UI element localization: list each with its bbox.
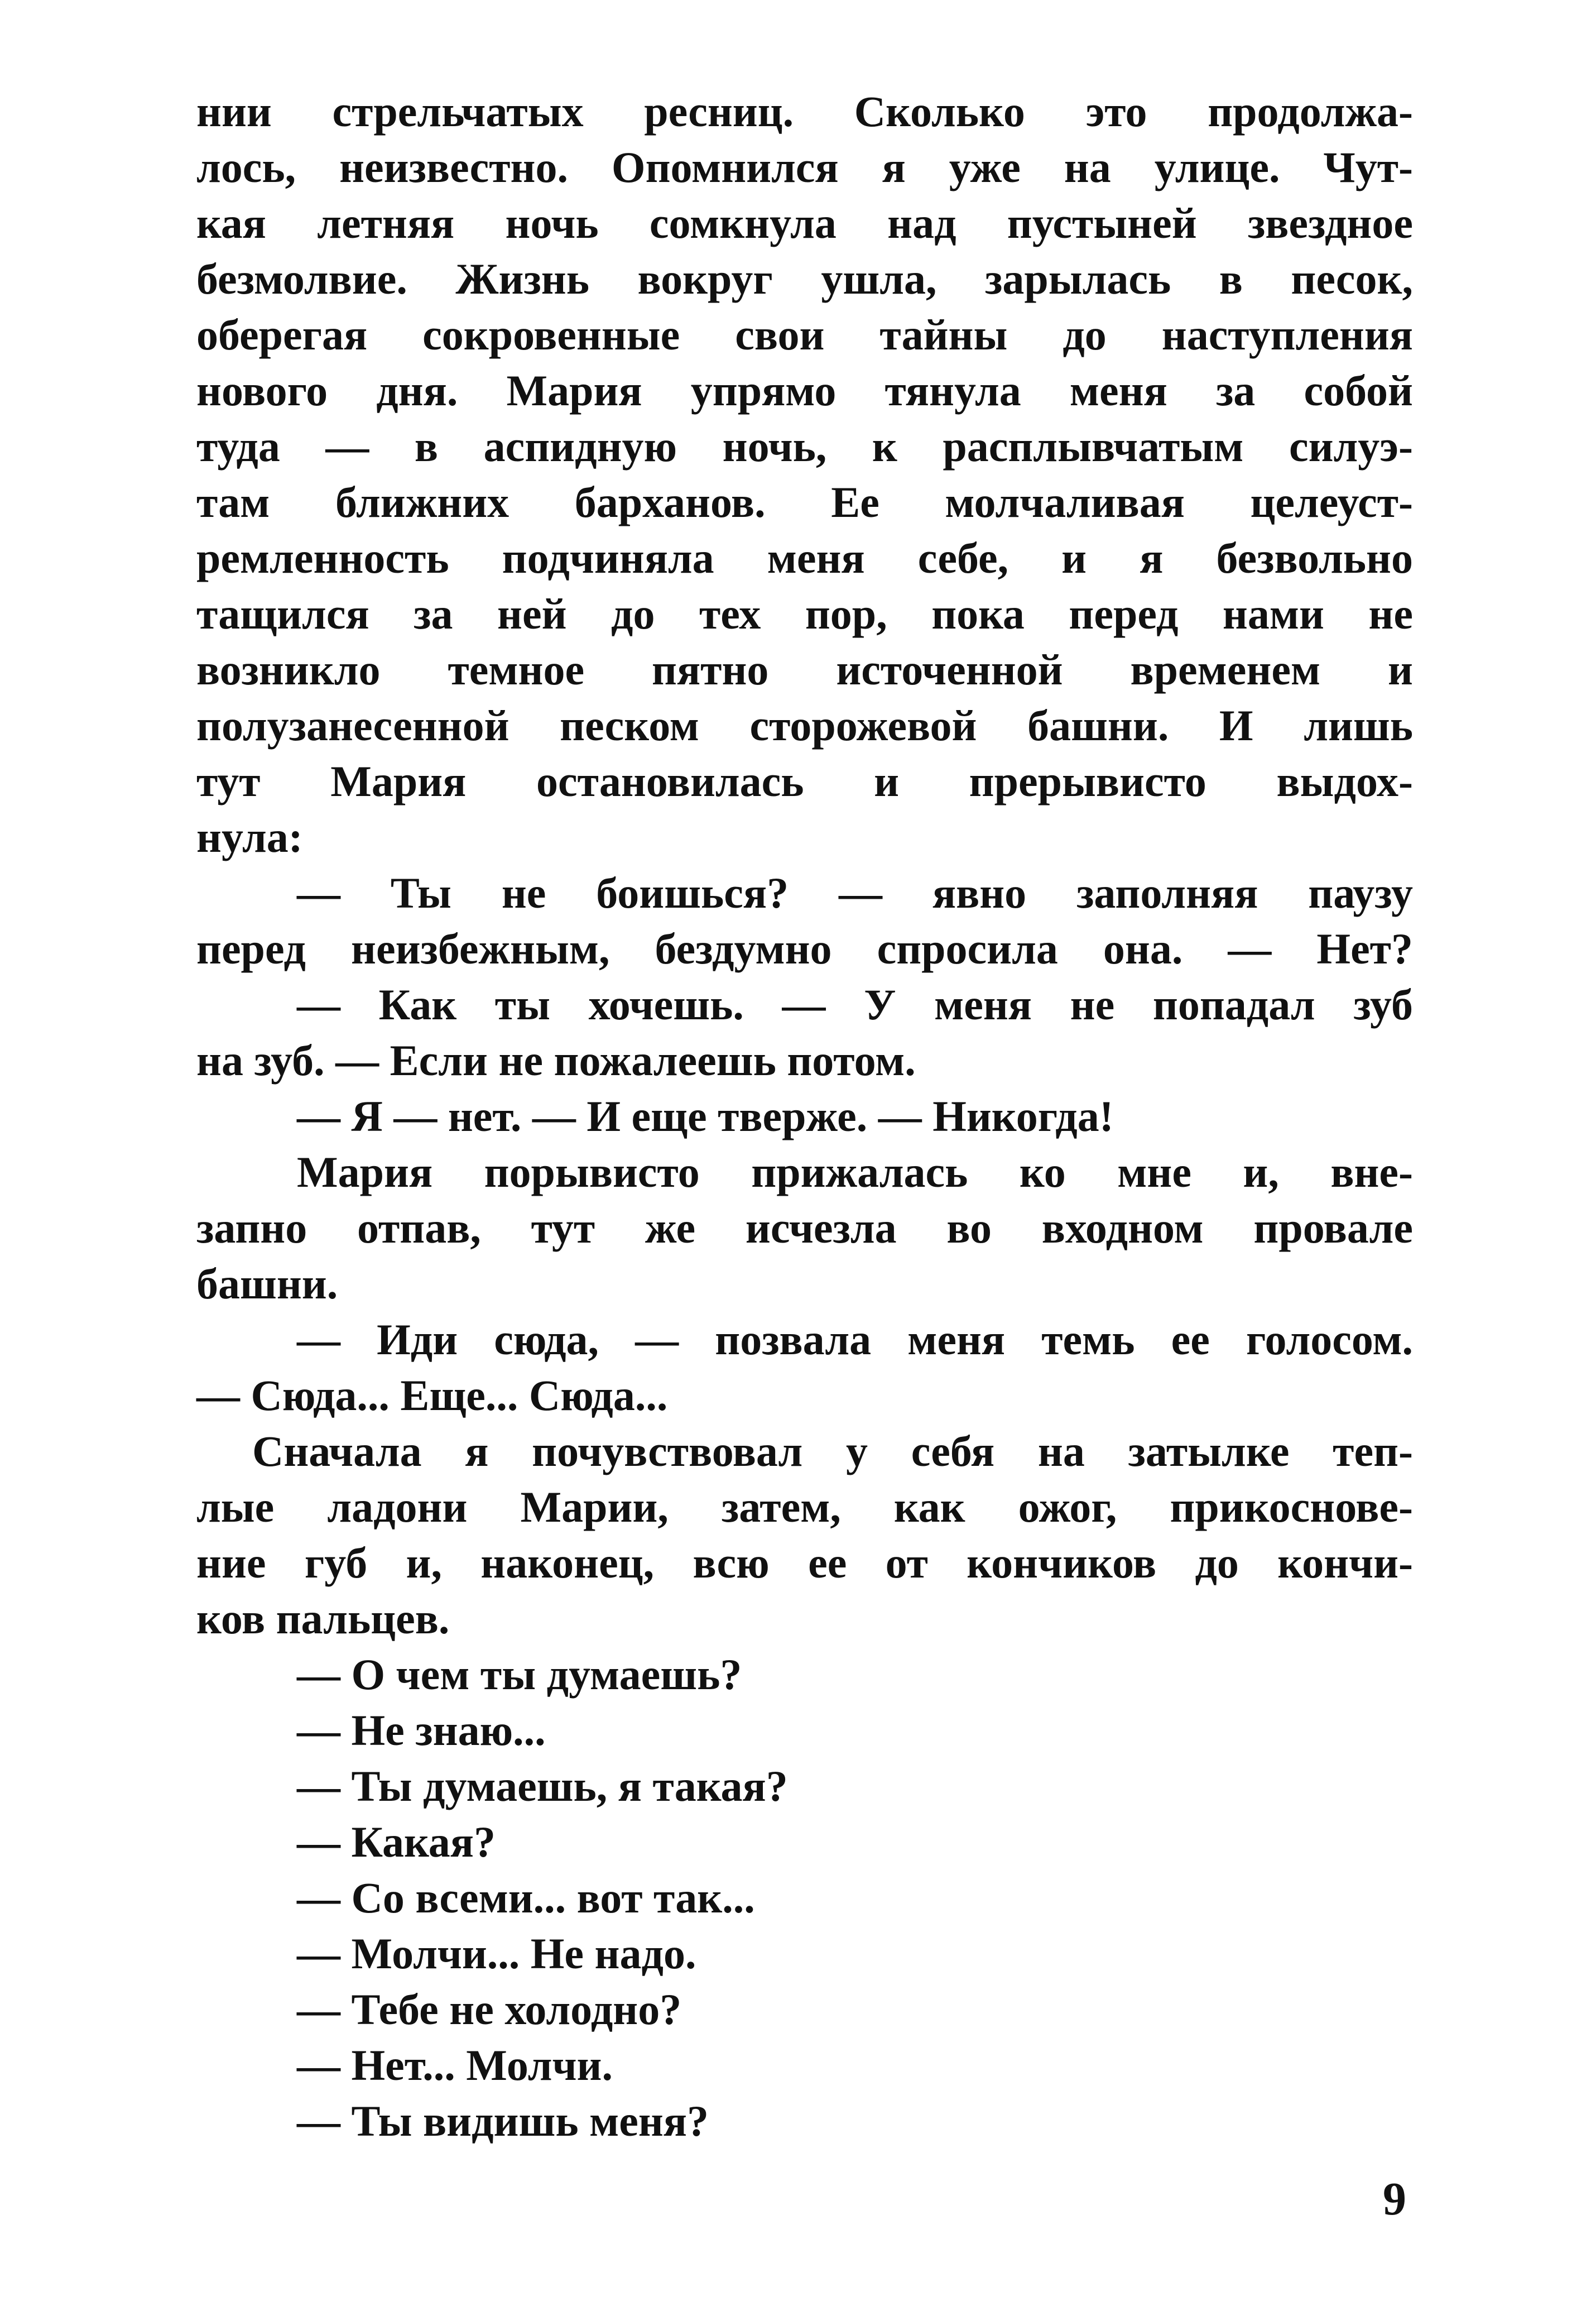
text-line: Сначала я почувствовал у себя на затылке теп- — [252, 1427, 1413, 1475]
text-line: лые ладони Марии, затем, как ожог, прикоснове- — [196, 1483, 1413, 1531]
text-line: туда — в аспидную ночь, к расплывчатым силуэ- — [196, 422, 1413, 471]
text-line: тут Мария остановилась и прерывисто выдох- — [196, 757, 1413, 806]
text-line: ние губ и, наконец, всю ее от кончиков до кончи- — [196, 1538, 1413, 1587]
text-line: ков пальцев. — [196, 1594, 450, 1643]
text-line: безмолвие. Жизнь вокруг ушла, зарылась в песок, — [196, 255, 1413, 303]
text-line: — Молчи... Не надо. — [297, 1929, 696, 1978]
text-line: — Какая? — [297, 1818, 496, 1866]
text-line: — О чем ты думаешь? — [297, 1650, 742, 1699]
text-line: Мария порывисто прижалась ко мне и, вне- — [297, 1148, 1413, 1196]
text-line: — Ты думаешь, я такая? — [297, 1762, 788, 1810]
text-line: перед неизбежным, бездумно спросила она. — Нет? — [196, 924, 1413, 973]
text-line: нового дня. Мария упрямо тянула меня за собой — [196, 366, 1413, 415]
text-line: — Нет... Молчи. — [297, 2041, 613, 2089]
text-line: оберегая сокровенные свои тайны до наступления — [196, 310, 1413, 359]
text-line: запно отпав, тут же исчезла во входном провале — [196, 1204, 1413, 1252]
text-line: кая летняя ночь сомкнула над пустыней звездное — [196, 199, 1413, 247]
page-number: 9 — [1383, 2173, 1406, 2225]
text-line: — Тебе не холодно? — [297, 1985, 682, 2034]
text-line: там ближних барханов. Ее молчаливая целеуст- — [196, 478, 1413, 526]
text-line: башни. — [196, 1259, 338, 1308]
text-line: нии стрельчатых ресниц. Сколько это продолжа- — [196, 87, 1413, 136]
text-line: лось, неизвестно. Опомнился я уже на улице. Чут- — [196, 143, 1413, 191]
text-line: нула: — [196, 813, 303, 861]
text-line: — Сюда... Еще... Сюда... — [196, 1371, 668, 1420]
body-text — [196, 84, 1413, 2149]
text-line: — Со всеми... вот так... — [297, 1873, 755, 1922]
text-line: — Как ты хочешь. — У меня не попадал зуб — [297, 980, 1413, 1029]
text-line: — Ты видишь меня? — [297, 2097, 709, 2145]
text-line: — Ты не боишься? — явно заполняя паузу — [297, 869, 1413, 917]
text-line: ремленность подчиняла меня себе, и я безвольно — [196, 534, 1413, 582]
text-line: тащился за ней до тех пор, пока перед нами не — [196, 589, 1413, 638]
text-line: — Я — нет. — И еще тверже. — Никогда! — [297, 1092, 1114, 1140]
text-line: возникло темное пятно источенной временем и — [196, 645, 1413, 694]
text-line: — Не знаю... — [297, 1706, 546, 1754]
text-line: полузанесенной песком сторожевой башни. И лишь — [196, 701, 1413, 750]
text-line: — Иди сюда, — позвала меня темь ее голосом. — [297, 1315, 1413, 1364]
text-line: на зуб. — Если не пожалеешь потом. — [196, 1036, 916, 1085]
